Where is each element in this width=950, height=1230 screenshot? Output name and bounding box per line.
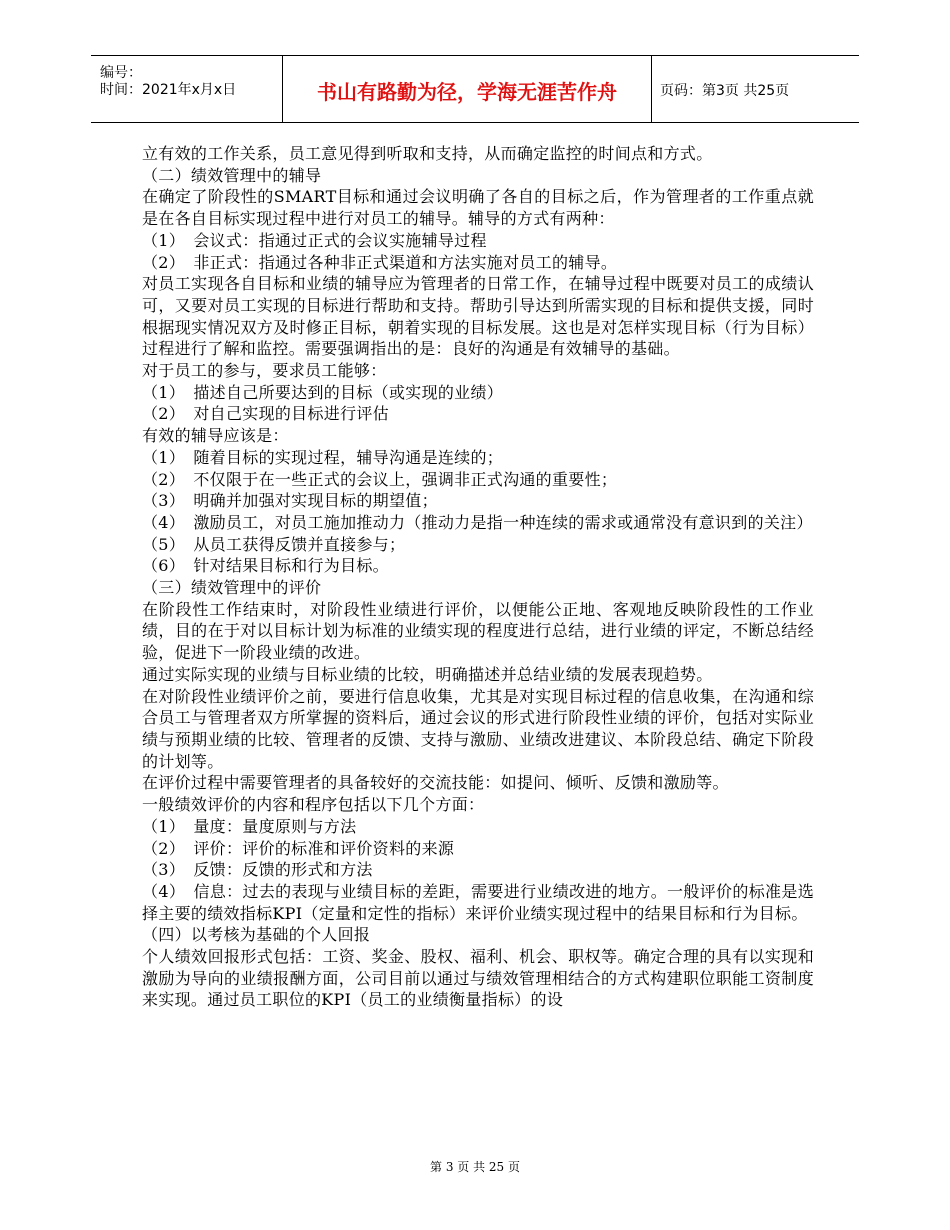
- header-motto: 书山有路勤为径，学海无涯苦作舟: [317, 80, 617, 104]
- header-bottom-rule: [91, 122, 859, 123]
- paragraph: 在评价过程中需要管理者的具备较好的交流技能：如提问、倾听、反馈和激励等。: [142, 773, 729, 793]
- paragraph: 对员工实现各自目标和业绩的辅导应为管理者的日常工作，在辅导过程中既要对员工的成绩认可，又要对员工实现的目标进行帮助和支持。帮助引导达到所需实现的目标和提供支援，同时根据现实情况双方及时修正目标，朝着实现的目标发展。这也是对怎样实现目标（行为目标）过程进行了解和监控。需要强调指出的是：良好的沟通是有效辅导的基础。: [142, 274, 814, 359]
- list-item: （3） 明确并加强对实现目标的期望值；: [142, 491, 438, 511]
- header-divider-right: [651, 55, 652, 122]
- header-page-info: 页码：第3页 共25页: [660, 83, 790, 99]
- document-date: 时间：2021年x月x日: [100, 82, 237, 98]
- paragraph: 对于员工的参与，要求员工能够：: [142, 361, 387, 381]
- list-item: （2） 对自己实现的目标进行评估: [142, 404, 389, 424]
- list-item: （3） 反馈：反馈的形式和方法: [142, 860, 373, 880]
- list-item: （5） 从员工获得反馈并直接参与；: [142, 534, 406, 554]
- list-item: （2） 不仅限于在一些正式的会议上，强调非正式沟通的重要性；: [142, 469, 618, 489]
- list-item: （1） 会议式：指通过正式的会议实施辅导过程: [142, 230, 487, 250]
- section-heading: （二）绩效管理中的辅导: [142, 165, 322, 185]
- section-heading: （四）以考核为基础的个人回报: [142, 925, 371, 945]
- paragraph: 在确定了阶段性的SMART目标和通过会议明确了各自的目标之后，作为管理者的工作重点就是在各自目标实现过程中进行对员工的辅导。辅导的方式有两种：: [142, 187, 814, 229]
- list-item: （1） 描述自己所要达到的目标（或实现的业绩）: [142, 382, 504, 402]
- section-heading: （三）绩效管理中的评价: [142, 578, 322, 598]
- paragraph: 个人绩效回报形式包括：工资、奖金、股权、福利、机会、职权等。确定合理的具有以实现和激励为导向的业绩报酬方面，公司目前以通过与绩效管理相结合的方式构建职位职能工资制度来实现。通过员工职位的KPI（员工的业绩衡量指标）的设: [142, 947, 814, 1010]
- paragraph: 一般绩效评价的内容和程序包括以下几个方面：: [142, 795, 485, 815]
- paragraph: 通过实际实现的业绩与目标业绩的比较，明确描述并总结业绩的发展表现趋势。: [142, 664, 713, 684]
- paragraph: 立有效的工作关系，员工意见得到听取和支持，从而确定监控的时间点和方式。: [142, 144, 713, 163]
- list-item: （4） 信息：过去的表现与业绩目标的差距，需要进行业绩改进的地方。一般评价的标准是选择主要的绩效指标KPI（定量和定性的指标）来评价业绩实现过程中的结果目标和行为目标。: [142, 881, 814, 923]
- list-item: （6） 针对结果目标和行为目标。: [142, 556, 389, 576]
- paragraph: 在阶段性工作结束时，对阶段性业绩进行评价，以便能公正地、客观地反映阶段性的工作业绩，目的在于对以目标计划为标准的业绩实现的程度进行总结，进行业绩的评定，不断总结经验，促进下一阶段业绩的改进。: [142, 599, 814, 663]
- list-item: （1） 随着目标的实现过程，辅导沟通是连续的；: [142, 447, 504, 467]
- list-item: （2） 非正式：指通过各种非正式渠道和方法实施对员工的辅导。: [142, 252, 618, 272]
- document-body: [142, 143, 814, 1011]
- paragraph: 在对阶段性业绩评价之前，要进行信息收集，尤其是对实现目标过程的信息收集，在沟通和综合员工与管理者双方所掌握的资料后，通过会议的形式进行阶段性业绩的评价，包括对实际业绩与预期业绩的比较、管理者的反馈、支持与激励、业绩改进建议、本阶段总结、确定下阶段的计划等。: [142, 686, 814, 771]
- header-top-rule: [91, 55, 859, 56]
- list-item: （2） 评价：评价的标准和评价资料的来源: [142, 838, 455, 858]
- page-footer: 第 3 页 共 25 页: [430, 1160, 520, 1174]
- document-code-label: 编号：: [100, 65, 142, 81]
- list-item: （4） 激励员工，对员工施加推动力（推动力是指一种连续的需求或通常没有意识到的关注）: [142, 512, 813, 532]
- paragraph: 有效的辅导应该是：: [142, 426, 289, 446]
- list-item: （1） 量度：量度原则与方法: [142, 816, 357, 836]
